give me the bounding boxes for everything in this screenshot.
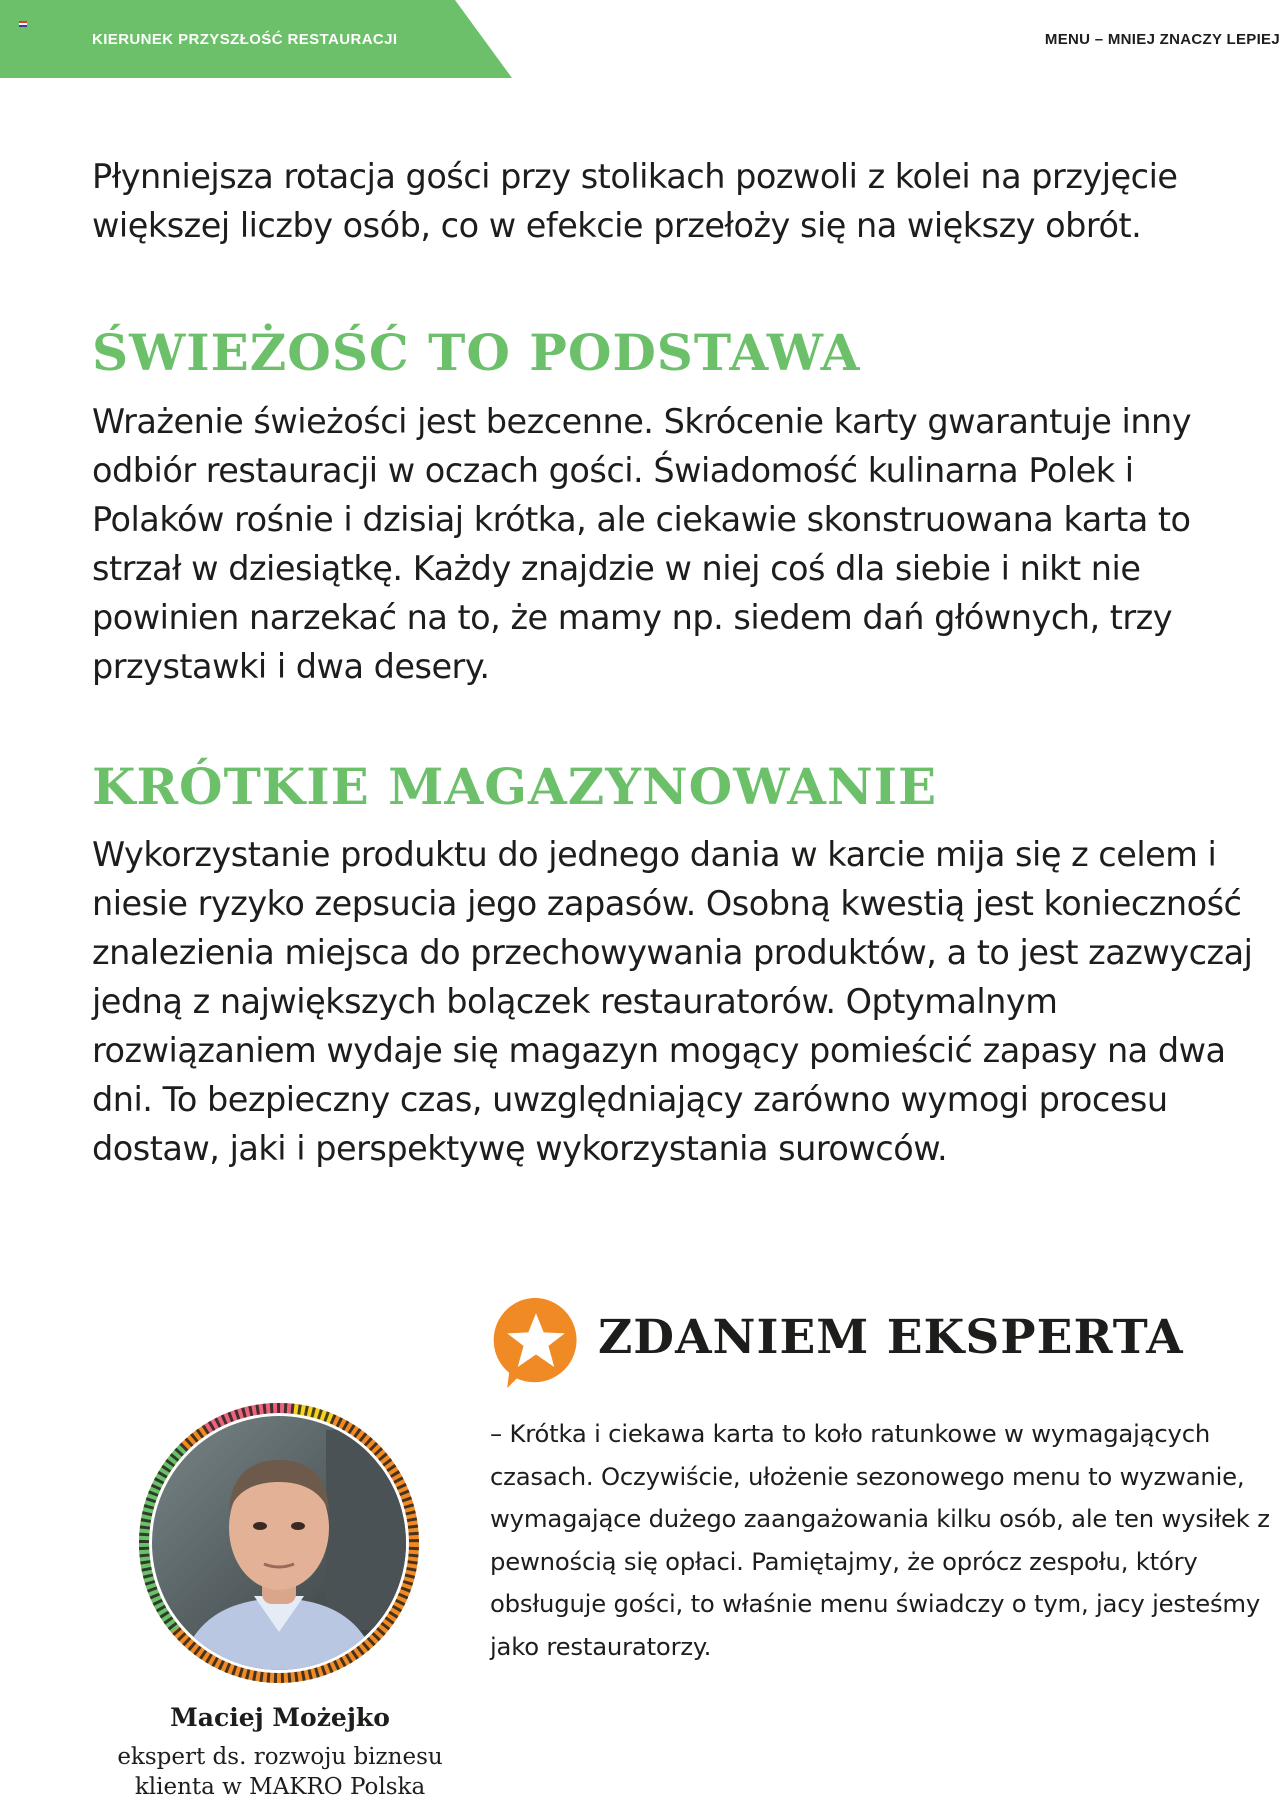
expert-heading: ZDANIEM EKSPERTA <box>598 1310 1184 1365</box>
header-section-label: KIERUNEK PRZYSZŁOŚĆ RESTAURACJI <box>92 31 398 48</box>
expert-quote: – Krótka i ciekawa karta to koło ratunkowe w wymagających czasach. Oczywiście, ułożenie sezonowego menu to wyzwanie, wymagające dużego zaangażowania kilku osób, ale ten wysiłek z pewnością się opłaci. Pamiętajmy, że oprócz zespołu, który obsługuje gości, to właśnie menu świadczy o tym, jacy jesteśmy jako restauratorzy. <box>490 1419 1270 1661</box>
section-paragraph-freshness: Wrażenie świeżości jest bezcenne. Skrócenie karty gwarantuje inny odbiór restauracji w oczach gości. Świadomość kulinarna Polek i Polaków rośnie i dzisiaj krótka, ale ciekawie skonstruowana karta to strzał w dziesiątkę. Każdy znajdzie w niej coś dla siebie i nikt nie powinien narzekać na to, że mamy np. siedem dań głównych, trzy przystawki i dwa desery. <box>92 402 1192 686</box>
expert-role: ekspert ds. rozwoju biznesu klienta w MAKRO Polska <box>117 1744 443 1800</box>
star-speech-bubble-icon <box>488 1294 584 1390</box>
section-title-storage: KRÓTKIE MAGAZYNOWANIE <box>92 757 938 816</box>
header-chapter-label: MENU – MNIEJ ZNACZY LEPIEJ <box>1044 31 1280 48</box>
expert-name: Maciej Możejko <box>170 1703 390 1732</box>
section-title-freshness: ŚWIEŻOŚĆ TO PODSTAWA <box>92 323 861 382</box>
flag-icon <box>19 21 27 27</box>
expert-portrait <box>136 1400 422 1686</box>
section-paragraph-storage: Wykorzystanie produktu do jednego dania w karcie mija się z celem i niesie ryzyko zepsucia jego zapasów. Osobną kwestią jest konieczność znalezienia miejsca do przechowywania produktów, a to jest zazwyczaj jedną z największych bolączek restauratorów. Optymalnym rozwiązaniem wydaje się magazyn mogący pomieścić zapasy na dwa dni. To bezpieczny czas, uwzględniający zarówno wymogi procesu dostaw, jaki i perspektywę wykorzystania surowców. <box>92 835 1253 1168</box>
intro-paragraph: Płynniejsza rotacja gości przy stolikach pozwoli z kolei na przyjęcie większej liczby osób, co w efekcie przełoży się na większy obrót. <box>92 157 1178 245</box>
